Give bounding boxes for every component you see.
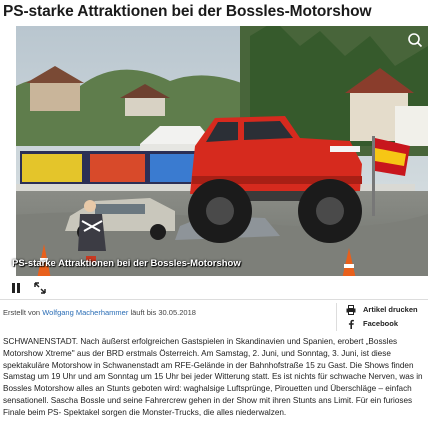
facebook-label: Facebook [363, 319, 399, 328]
slide-caption: PS-starke Attraktionen bei der Bossles-Motorshow [12, 258, 241, 269]
credit-prefix: Erstellt von [3, 308, 41, 317]
image-slider[interactable] [0, 26, 428, 276]
article-body: SCHWANENSTADT. Nach äußerst erfolgreichen Gastspielen in Skandinavien und Spanien, erobert „Bossles Motorshow Xtreme" aus der BRD erstmals Österreich. Am Samstag, 2. Juni, und Sonntag, 3. Juni, ist diese spektakuläre Motorshow in Schwanenstadt am RFE-Gelände in der Bahnhofstraße 15 zu Gast. Die Shows finden Samstag um 19 Uhr und am Sonntag um 15 Uhr bei jeder Witterung statt. Es ist nichts für schwache Nerven, was in Bossles Motorshow alles an Stunts geboten wird: waghalsige Luftsprünge, Pirouetten und Überschläge – einfach sensationell. Sascha Bossle und seine Fahrercrew gehen in der Show mit ihren Stunts ans Limit. Für ein furioses Finale beim PS- Spektakel sorgen die Monster-Trucks, die alles niederwalzen. [3, 337, 423, 417]
print-label: Artikel drucken [363, 305, 418, 314]
article-headline: PS-starke Attraktionen bei der Bossles-Motorshow [3, 3, 372, 20]
article-credit [3, 308, 196, 317]
monster-truck-photo [0, 26, 428, 276]
magnifier-icon[interactable] [406, 31, 424, 49]
credit-suffix: läuft bis 30.05.2018 [130, 308, 196, 317]
author-link[interactable]: Wolfgang Macherhammer [42, 308, 129, 317]
print-icon [346, 305, 356, 315]
slider-controls [0, 276, 428, 300]
print-article-button[interactable] [346, 303, 428, 316]
previous-slide-area[interactable] [0, 26, 16, 276]
pause-icon[interactable] [8, 280, 24, 296]
expand-icon[interactable] [32, 280, 48, 296]
facebook-share-button[interactable] [346, 317, 428, 330]
facebook-icon [346, 319, 356, 329]
article-actions [336, 303, 428, 331]
